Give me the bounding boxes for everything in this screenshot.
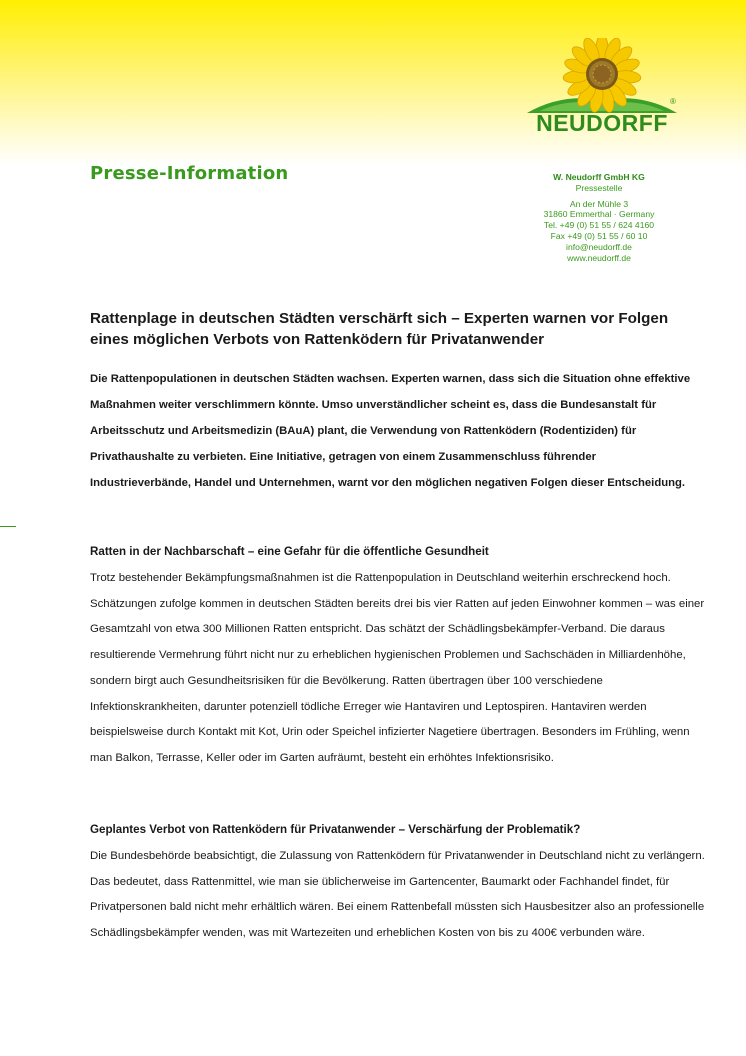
brand-name: NEUDORFF — [536, 110, 668, 136]
contact-email[interactable]: info@neudorff.de — [566, 241, 632, 252]
section-paragraph: Trotz bestehender Bekämpfungsmaßnahmen ist die Rattenpopulation in Deutschland weiterhin erschreckend hoch. Schätzungen zufolge kommen in deutschen Städten bereits drei bis vier Ratten auf jeden Einwohner kommen – was einer Gesamtzahl von etwa 300 Millionen Ratten entspricht. Das schätzt der Schädlingsbekämpfer-Verband. Die daraus resultierende Vermehrung führt nicht nur zu erheblichen hygienischen Problemen und Sachschäden in Milliardenhöhe, sondern birgt auch Gesundheitsrisiken für die Bevölkerung. Ratten übertragen über 100 verschiedene Infektionskrankheiten, darunter potenziell tödliche Erreger wie Hantaviren und Leptospiren. Hantaviren werden beispielsweise durch Kontakt mit Kot, Urin oder Speichel infizierter Nagetiere übertragen. Besonders im Frühling, wenn man Balkon, Terrasse, Keller oder im Garten aufräumt, besteht ein erhöhtes Infektionsrisiko. — [90, 572, 705, 764]
contact-web[interactable]: www.neudorff.de — [567, 252, 631, 263]
contact-phone: Tel. +49 (0) 51 55 / 624 4160 — [543, 220, 655, 231]
section-paragraph: Die Bundesbehörde beabsichtigt, die Zulassung von Rattenködern für Privatanwender in Deutschland nicht zu verlängern. Das bedeutet, dass Rattenmittel, wie man sie üblicherweise im Gartencenter, Baumarkt oder Fachhandel findet, für Privatpersonen bald nicht mehr erhältlich wären. Bei einem Rattenbefall müssten sich Hausbesitzer also an professionelle Schädlingsbekämpfer wenden, was mit Wartezeiten und erheblichen Kosten von bis zu 400€ verbunden wäre. — [90, 850, 705, 940]
registered-mark: ® — [670, 97, 676, 106]
contact-fax: Fax +49 (0) 51 55 / 60 10 — [550, 230, 648, 241]
section-title: Geplantes Verbot von Rattenködern für Privatanwender – Verschärfung der Problematik? — [90, 823, 581, 836]
article-headline: Rattenplage in deutschen Städten verschärft sich – Experten warnen vor Folgen eines möglichen Verbots von Rattenködern für Privatanwender — [90, 310, 669, 348]
contact-city: 31860 Emmerthal · Germany — [543, 209, 655, 220]
fold-mark — [0, 526, 16, 527]
contact-street: An der Mühle 3 — [569, 198, 629, 209]
section-title: Ratten in der Nachbarschaft – eine Gefahr für die öffentliche Gesundheit — [90, 545, 489, 558]
contact-block — [520, 172, 678, 263]
article-lead: Die Rattenpopulationen in deutschen Städten wachsen. Experten warnen, dass sich die Situation ohne effektive Maßnahmen weiter verschlimmern könnte. Umso unverständlicher scheint es, dass die Bundesanstalt für Arbeitsschutz und Arbeitsmedizin (BAuA) plant, die Verwendung von Rattenködern (Rodentiziden) für Privathaushalte zu verbieten. Eine Initiative, getragen von einem Zusammenschluss führender Industrieverbände, Handel und Unternehmen, warnt vor den möglichen negativen Folgen dieser Entscheidung. — [90, 373, 691, 489]
contact-department: Pressestelle — [575, 182, 623, 193]
contact-company: W. Neudorff GmbH KG — [553, 172, 645, 182]
press-information-title: Presse-Information — [90, 163, 289, 184]
